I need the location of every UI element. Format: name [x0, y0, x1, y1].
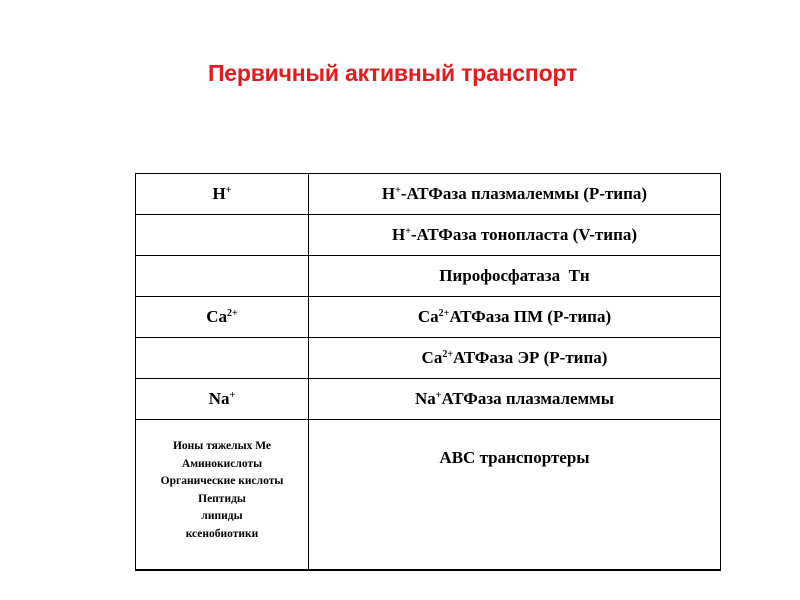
abc-transporters-label: АВС транспортеры [439, 447, 590, 467]
enzyme-charge: 2+ [442, 349, 454, 360]
enzyme-cell [309, 174, 721, 215]
ion-charge: + [225, 185, 232, 196]
substrate-item: Аминокислоты [181, 457, 263, 470]
table-row [136, 338, 721, 379]
enzyme-charge: + [395, 185, 401, 196]
enzyme-cell [309, 379, 721, 420]
substrate-item: Органические кислоты [160, 475, 284, 487]
table-row [136, 297, 721, 338]
enzyme-prefix: Ca [417, 307, 439, 326]
enzyme-charge: + [405, 226, 411, 237]
enzyme-cell [309, 420, 721, 571]
ion-cell [136, 215, 309, 256]
ion-cell [136, 379, 309, 420]
table-row [136, 379, 721, 420]
enzyme-name: АТФаза ЭР (Р-типа) [453, 348, 608, 367]
enzyme-name: -АТФаза тонопласта (V-типа) [410, 225, 638, 244]
ion-charge: + [229, 390, 236, 401]
enzyme-cell [309, 338, 721, 379]
enzyme-cell [309, 215, 721, 256]
substrate-item: ксенобиотики [185, 527, 259, 540]
ion-cell [136, 297, 309, 338]
enzyme-charge: 2+ [438, 308, 450, 319]
enzyme-name: Пирофосфатаза Тн [439, 266, 590, 285]
table-row [136, 256, 721, 297]
ion-charge: 2+ [227, 308, 238, 319]
enzyme-cell [309, 256, 721, 297]
table-row [136, 215, 721, 256]
ion-symbol: H [212, 184, 226, 203]
slide-title: Первичный активный транспорт [207, 60, 578, 86]
enzyme-name: -АТФаза плазмалеммы (Р-типа) [400, 184, 648, 203]
ion-symbol: Ca [206, 307, 228, 326]
enzyme-name: АТФаза плазмалеммы [441, 389, 614, 408]
enzyme-prefix: H [391, 225, 406, 244]
substrate-item: Пептиды [198, 492, 246, 505]
enzyme-prefix: H [381, 184, 396, 203]
substrate-list-cell [136, 420, 309, 571]
table-row-abc [136, 420, 721, 571]
enzyme-cell [309, 297, 721, 338]
enzyme-charge: + [435, 390, 442, 401]
enzyme-prefix: Ca [421, 348, 443, 367]
ion-cell [136, 256, 309, 297]
enzyme-prefix: Na [415, 389, 436, 408]
ion-cell [136, 174, 309, 215]
table-row [136, 174, 721, 215]
transport-table [135, 173, 721, 571]
substrate-item: Ионы тяжелых Ме [172, 440, 272, 452]
ion-symbol: Na [208, 389, 230, 408]
enzyme-name: АТФаза ПМ (Р-типа) [449, 307, 612, 326]
substrate-item: липиды [201, 510, 243, 522]
ion-cell [136, 338, 309, 379]
